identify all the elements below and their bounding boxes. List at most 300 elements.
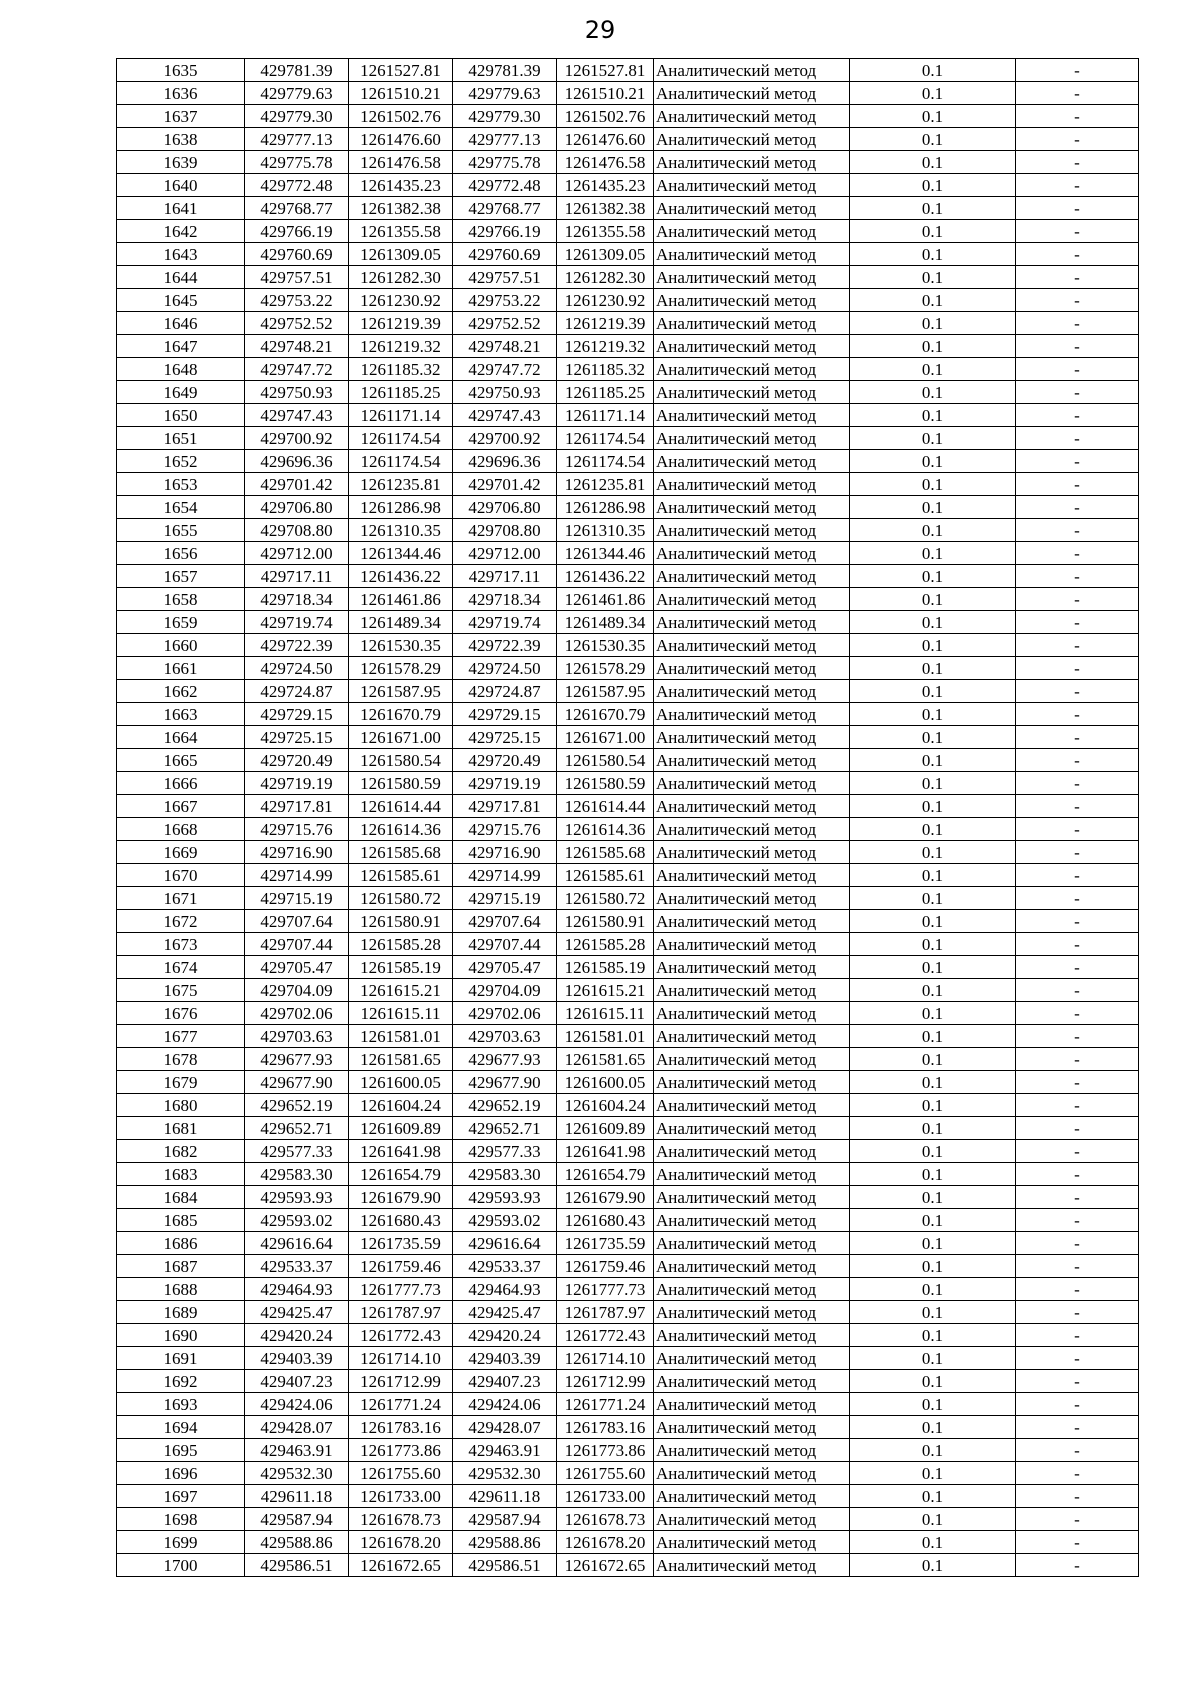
note-cell: -	[1016, 749, 1139, 772]
method-cell: Аналитический метод	[654, 1531, 850, 1554]
table-row	[117, 1554, 1139, 1577]
method-cell: Аналитический метод	[654, 427, 850, 450]
y-coordinate-cell: 1261510.21	[349, 82, 453, 105]
method-cell: Аналитический метод	[654, 1117, 850, 1140]
y-coordinate-cell: 1261614.36	[349, 818, 453, 841]
y-coordinate-cell: 1261502.76	[349, 105, 453, 128]
method-cell: Аналитический метод	[654, 1140, 850, 1163]
point-number-cell: 1650	[117, 404, 245, 427]
table-row	[117, 197, 1139, 220]
x-existing-cell: 429407.23	[453, 1370, 557, 1393]
table-row	[117, 1048, 1139, 1071]
point-number-cell: 1688	[117, 1278, 245, 1301]
point-number-cell: 1665	[117, 749, 245, 772]
x-existing-cell: 429722.39	[453, 634, 557, 657]
table-row	[117, 1531, 1139, 1554]
x-existing-cell: 429717.81	[453, 795, 557, 818]
x-existing-cell: 429718.34	[453, 588, 557, 611]
point-number-cell: 1693	[117, 1393, 245, 1416]
table-row	[117, 680, 1139, 703]
method-cell: Аналитический метод	[654, 956, 850, 979]
y-coordinate-cell: 1261476.60	[349, 128, 453, 151]
x-existing-cell: 429700.92	[453, 427, 557, 450]
x-existing-cell: 429425.47	[453, 1301, 557, 1324]
point-number-cell: 1685	[117, 1209, 245, 1232]
table-row	[117, 795, 1139, 818]
method-cell: Аналитический метод	[654, 243, 850, 266]
y-existing-cell: 1261585.28	[557, 933, 654, 956]
y-existing-cell: 1261614.36	[557, 818, 654, 841]
table-row	[117, 59, 1139, 82]
note-cell: -	[1016, 1416, 1139, 1439]
x-existing-cell: 429701.42	[453, 473, 557, 496]
y-coordinate-cell: 1261714.10	[349, 1347, 453, 1370]
x-existing-cell: 429616.64	[453, 1232, 557, 1255]
table-row	[117, 312, 1139, 335]
y-coordinate-cell: 1261733.00	[349, 1485, 453, 1508]
y-existing-cell: 1261759.46	[557, 1255, 654, 1278]
x-coordinate-cell: 429701.42	[245, 473, 349, 496]
precision-cell: 0.1	[850, 197, 1016, 220]
x-existing-cell: 429583.30	[453, 1163, 557, 1186]
precision-cell: 0.1	[850, 1370, 1016, 1393]
precision-cell: 0.1	[850, 1094, 1016, 1117]
y-existing-cell: 1261735.59	[557, 1232, 654, 1255]
precision-cell: 0.1	[850, 266, 1016, 289]
point-number-cell: 1645	[117, 289, 245, 312]
y-existing-cell: 1261771.24	[557, 1393, 654, 1416]
method-cell: Аналитический метод	[654, 1393, 850, 1416]
y-coordinate-cell: 1261282.30	[349, 266, 453, 289]
note-cell: -	[1016, 59, 1139, 82]
note-cell: -	[1016, 1025, 1139, 1048]
point-number-cell: 1672	[117, 910, 245, 933]
table-row	[117, 266, 1139, 289]
method-cell: Аналитический метод	[654, 220, 850, 243]
point-number-cell: 1636	[117, 82, 245, 105]
precision-cell: 0.1	[850, 1439, 1016, 1462]
point-number-cell: 1683	[117, 1163, 245, 1186]
table-row	[117, 1094, 1139, 1117]
table-row	[117, 1393, 1139, 1416]
method-cell: Аналитический метод	[654, 1485, 850, 1508]
y-coordinate-cell: 1261580.54	[349, 749, 453, 772]
note-cell: -	[1016, 588, 1139, 611]
point-number-cell: 1680	[117, 1094, 245, 1117]
method-cell: Аналитический метод	[654, 1002, 850, 1025]
y-coordinate-cell: 1261171.14	[349, 404, 453, 427]
table-row	[117, 657, 1139, 680]
y-coordinate-cell: 1261615.11	[349, 1002, 453, 1025]
note-cell: -	[1016, 611, 1139, 634]
method-cell: Аналитический метод	[654, 1163, 850, 1186]
y-coordinate-cell: 1261712.99	[349, 1370, 453, 1393]
point-number-cell: 1652	[117, 450, 245, 473]
x-coordinate-cell: 429747.43	[245, 404, 349, 427]
x-existing-cell: 429705.47	[453, 956, 557, 979]
point-number-cell: 1697	[117, 1485, 245, 1508]
x-coordinate-cell: 429772.48	[245, 174, 349, 197]
x-coordinate-cell: 429532.30	[245, 1462, 349, 1485]
y-coordinate-cell: 1261578.29	[349, 657, 453, 680]
note-cell: -	[1016, 496, 1139, 519]
x-coordinate-cell: 429705.47	[245, 956, 349, 979]
method-cell: Аналитический метод	[654, 795, 850, 818]
note-cell: -	[1016, 220, 1139, 243]
note-cell: -	[1016, 404, 1139, 427]
precision-cell: 0.1	[850, 1462, 1016, 1485]
precision-cell: 0.1	[850, 611, 1016, 634]
y-existing-cell: 1261435.23	[557, 174, 654, 197]
x-coordinate-cell: 429748.21	[245, 335, 349, 358]
note-cell: -	[1016, 680, 1139, 703]
y-coordinate-cell: 1261604.24	[349, 1094, 453, 1117]
table-row	[117, 1140, 1139, 1163]
point-number-cell: 1658	[117, 588, 245, 611]
table-body	[117, 59, 1139, 1577]
precision-cell: 0.1	[850, 1117, 1016, 1140]
table-row	[117, 1416, 1139, 1439]
y-existing-cell: 1261235.81	[557, 473, 654, 496]
precision-cell: 0.1	[850, 1301, 1016, 1324]
x-existing-cell: 429420.24	[453, 1324, 557, 1347]
table-row	[117, 128, 1139, 151]
note-cell: -	[1016, 335, 1139, 358]
note-cell: -	[1016, 841, 1139, 864]
x-coordinate-cell: 429768.77	[245, 197, 349, 220]
method-cell: Аналитический метод	[654, 910, 850, 933]
method-cell: Аналитический метод	[654, 841, 850, 864]
y-existing-cell: 1261680.43	[557, 1209, 654, 1232]
method-cell: Аналитический метод	[654, 105, 850, 128]
y-existing-cell: 1261461.86	[557, 588, 654, 611]
table-row	[117, 1485, 1139, 1508]
x-coordinate-cell: 429760.69	[245, 243, 349, 266]
method-cell: Аналитический метод	[654, 1508, 850, 1531]
y-existing-cell: 1261489.34	[557, 611, 654, 634]
note-cell: -	[1016, 1163, 1139, 1186]
note-cell: -	[1016, 1462, 1139, 1485]
note-cell: -	[1016, 1232, 1139, 1255]
note-cell: -	[1016, 542, 1139, 565]
y-coordinate-cell: 1261585.68	[349, 841, 453, 864]
y-existing-cell: 1261585.61	[557, 864, 654, 887]
method-cell: Аналитический метод	[654, 542, 850, 565]
y-coordinate-cell: 1261772.43	[349, 1324, 453, 1347]
point-number-cell: 1662	[117, 680, 245, 703]
point-number-cell: 1661	[117, 657, 245, 680]
y-existing-cell: 1261787.97	[557, 1301, 654, 1324]
y-coordinate-cell: 1261581.65	[349, 1048, 453, 1071]
x-coordinate-cell: 429677.90	[245, 1071, 349, 1094]
note-cell: -	[1016, 1140, 1139, 1163]
y-existing-cell: 1261580.91	[557, 910, 654, 933]
x-existing-cell: 429768.77	[453, 197, 557, 220]
table-row	[117, 220, 1139, 243]
table-row	[117, 404, 1139, 427]
method-cell: Аналитический метод	[654, 381, 850, 404]
point-number-cell: 1651	[117, 427, 245, 450]
note-cell: -	[1016, 312, 1139, 335]
y-existing-cell: 1261600.05	[557, 1071, 654, 1094]
y-existing-cell: 1261678.20	[557, 1531, 654, 1554]
method-cell: Аналитический метод	[654, 611, 850, 634]
x-coordinate-cell: 429407.23	[245, 1370, 349, 1393]
y-existing-cell: 1261344.46	[557, 542, 654, 565]
point-number-cell: 1655	[117, 519, 245, 542]
y-existing-cell: 1261282.30	[557, 266, 654, 289]
point-number-cell: 1668	[117, 818, 245, 841]
method-cell: Аналитический метод	[654, 1071, 850, 1094]
note-cell: -	[1016, 1301, 1139, 1324]
y-coordinate-cell: 1261773.86	[349, 1439, 453, 1462]
y-existing-cell: 1261286.98	[557, 496, 654, 519]
x-existing-cell: 429424.06	[453, 1393, 557, 1416]
precision-cell: 0.1	[850, 979, 1016, 1002]
x-existing-cell: 429611.18	[453, 1485, 557, 1508]
point-number-cell: 1670	[117, 864, 245, 887]
note-cell: -	[1016, 519, 1139, 542]
x-coordinate-cell: 429616.64	[245, 1232, 349, 1255]
note-cell: -	[1016, 864, 1139, 887]
table-row	[117, 519, 1139, 542]
note-cell: -	[1016, 657, 1139, 680]
point-number-cell: 1639	[117, 151, 245, 174]
precision-cell: 0.1	[850, 1186, 1016, 1209]
precision-cell: 0.1	[850, 864, 1016, 887]
precision-cell: 0.1	[850, 818, 1016, 841]
y-existing-cell: 1261476.58	[557, 151, 654, 174]
method-cell: Аналитический метод	[654, 496, 850, 519]
y-coordinate-cell: 1261735.59	[349, 1232, 453, 1255]
table-row	[117, 956, 1139, 979]
table-row	[117, 1163, 1139, 1186]
table-row	[117, 174, 1139, 197]
x-coordinate-cell: 429593.02	[245, 1209, 349, 1232]
x-coordinate-cell: 429652.19	[245, 1094, 349, 1117]
x-coordinate-cell: 429403.39	[245, 1347, 349, 1370]
point-number-cell: 1690	[117, 1324, 245, 1347]
note-cell: -	[1016, 634, 1139, 657]
method-cell: Аналитический метод	[654, 404, 850, 427]
precision-cell: 0.1	[850, 312, 1016, 335]
coordinates-table	[116, 58, 1139, 1577]
y-existing-cell: 1261714.10	[557, 1347, 654, 1370]
precision-cell: 0.1	[850, 473, 1016, 496]
y-existing-cell: 1261581.01	[557, 1025, 654, 1048]
x-coordinate-cell: 429464.93	[245, 1278, 349, 1301]
x-coordinate-cell: 429714.99	[245, 864, 349, 887]
note-cell: -	[1016, 1117, 1139, 1140]
point-number-cell: 1691	[117, 1347, 245, 1370]
y-existing-cell: 1261185.25	[557, 381, 654, 404]
y-coordinate-cell: 1261671.00	[349, 726, 453, 749]
y-coordinate-cell: 1261185.32	[349, 358, 453, 381]
x-existing-cell: 429532.30	[453, 1462, 557, 1485]
y-existing-cell: 1261510.21	[557, 82, 654, 105]
note-cell: -	[1016, 1347, 1139, 1370]
x-existing-cell: 429760.69	[453, 243, 557, 266]
y-coordinate-cell: 1261585.19	[349, 956, 453, 979]
method-cell: Аналитический метод	[654, 519, 850, 542]
note-cell: -	[1016, 1485, 1139, 1508]
x-coordinate-cell: 429724.50	[245, 657, 349, 680]
x-existing-cell: 429403.39	[453, 1347, 557, 1370]
method-cell: Аналитический метод	[654, 1554, 850, 1577]
x-coordinate-cell: 429708.80	[245, 519, 349, 542]
note-cell: -	[1016, 266, 1139, 289]
precision-cell: 0.1	[850, 841, 1016, 864]
point-number-cell: 1646	[117, 312, 245, 335]
precision-cell: 0.1	[850, 1416, 1016, 1439]
y-existing-cell: 1261733.00	[557, 1485, 654, 1508]
x-coordinate-cell: 429533.37	[245, 1255, 349, 1278]
table-row	[117, 450, 1139, 473]
y-existing-cell: 1261783.16	[557, 1416, 654, 1439]
note-cell: -	[1016, 703, 1139, 726]
table-row	[117, 1255, 1139, 1278]
precision-cell: 0.1	[850, 726, 1016, 749]
point-number-cell: 1696	[117, 1462, 245, 1485]
precision-cell: 0.1	[850, 427, 1016, 450]
y-existing-cell: 1261712.99	[557, 1370, 654, 1393]
note-cell: -	[1016, 1048, 1139, 1071]
y-existing-cell: 1261672.65	[557, 1554, 654, 1577]
table-row	[117, 1301, 1139, 1324]
x-coordinate-cell: 429577.33	[245, 1140, 349, 1163]
y-existing-cell: 1261670.79	[557, 703, 654, 726]
y-coordinate-cell: 1261771.24	[349, 1393, 453, 1416]
method-cell: Аналитический метод	[654, 749, 850, 772]
x-coordinate-cell: 429696.36	[245, 450, 349, 473]
method-cell: Аналитический метод	[654, 473, 850, 496]
page-number: 29	[584, 16, 616, 44]
table-row	[117, 542, 1139, 565]
point-number-cell: 1678	[117, 1048, 245, 1071]
method-cell: Аналитический метод	[654, 266, 850, 289]
y-coordinate-cell: 1261286.98	[349, 496, 453, 519]
y-existing-cell: 1261230.92	[557, 289, 654, 312]
y-coordinate-cell: 1261185.25	[349, 381, 453, 404]
method-cell: Аналитический метод	[654, 1255, 850, 1278]
point-number-cell: 1677	[117, 1025, 245, 1048]
point-number-cell: 1675	[117, 979, 245, 1002]
table-row	[117, 887, 1139, 910]
precision-cell: 0.1	[850, 450, 1016, 473]
x-existing-cell: 429712.00	[453, 542, 557, 565]
point-number-cell: 1667	[117, 795, 245, 818]
x-coordinate-cell: 429652.71	[245, 1117, 349, 1140]
y-coordinate-cell: 1261580.91	[349, 910, 453, 933]
y-existing-cell: 1261355.58	[557, 220, 654, 243]
y-coordinate-cell: 1261476.58	[349, 151, 453, 174]
precision-cell: 0.1	[850, 910, 1016, 933]
x-coordinate-cell: 429425.47	[245, 1301, 349, 1324]
x-coordinate-cell: 429781.39	[245, 59, 349, 82]
x-existing-cell: 429772.48	[453, 174, 557, 197]
x-coordinate-cell: 429717.11	[245, 565, 349, 588]
x-existing-cell: 429588.86	[453, 1531, 557, 1554]
point-number-cell: 1679	[117, 1071, 245, 1094]
x-existing-cell: 429577.33	[453, 1140, 557, 1163]
point-number-cell: 1649	[117, 381, 245, 404]
precision-cell: 0.1	[850, 105, 1016, 128]
method-cell: Аналитический метод	[654, 289, 850, 312]
method-cell: Аналитический метод	[654, 864, 850, 887]
table-row	[117, 1025, 1139, 1048]
y-coordinate-cell: 1261580.59	[349, 772, 453, 795]
note-cell: -	[1016, 243, 1139, 266]
method-cell: Аналитический метод	[654, 1094, 850, 1117]
x-existing-cell: 429747.43	[453, 404, 557, 427]
y-existing-cell: 1261581.65	[557, 1048, 654, 1071]
y-existing-cell: 1261641.98	[557, 1140, 654, 1163]
method-cell: Аналитический метод	[654, 1347, 850, 1370]
y-existing-cell: 1261678.73	[557, 1508, 654, 1531]
y-existing-cell: 1261382.38	[557, 197, 654, 220]
x-coordinate-cell: 429750.93	[245, 381, 349, 404]
x-existing-cell: 429533.37	[453, 1255, 557, 1278]
x-coordinate-cell: 429716.90	[245, 841, 349, 864]
table-row	[117, 1324, 1139, 1347]
point-number-cell: 1659	[117, 611, 245, 634]
y-existing-cell: 1261502.76	[557, 105, 654, 128]
table-row	[117, 634, 1139, 657]
y-coordinate-cell: 1261600.05	[349, 1071, 453, 1094]
table-row	[117, 151, 1139, 174]
precision-cell: 0.1	[850, 1485, 1016, 1508]
point-number-cell: 1653	[117, 473, 245, 496]
precision-cell: 0.1	[850, 772, 1016, 795]
precision-cell: 0.1	[850, 1071, 1016, 1094]
y-existing-cell: 1261773.86	[557, 1439, 654, 1462]
note-cell: -	[1016, 1439, 1139, 1462]
y-coordinate-cell: 1261230.92	[349, 289, 453, 312]
method-cell: Аналитический метод	[654, 450, 850, 473]
x-existing-cell: 429702.06	[453, 1002, 557, 1025]
precision-cell: 0.1	[850, 703, 1016, 726]
point-number-cell: 1656	[117, 542, 245, 565]
precision-cell: 0.1	[850, 634, 1016, 657]
y-coordinate-cell: 1261672.65	[349, 1554, 453, 1577]
precision-cell: 0.1	[850, 657, 1016, 680]
method-cell: Аналитический метод	[654, 335, 850, 358]
y-existing-cell: 1261476.60	[557, 128, 654, 151]
y-existing-cell: 1261436.22	[557, 565, 654, 588]
x-coordinate-cell: 429703.63	[245, 1025, 349, 1048]
method-cell: Аналитический метод	[654, 565, 850, 588]
y-existing-cell: 1261185.32	[557, 358, 654, 381]
point-number-cell: 1663	[117, 703, 245, 726]
point-number-cell: 1669	[117, 841, 245, 864]
point-number-cell: 1695	[117, 1439, 245, 1462]
precision-cell: 0.1	[850, 795, 1016, 818]
x-existing-cell: 429704.09	[453, 979, 557, 1002]
precision-cell: 0.1	[850, 335, 1016, 358]
table-row	[117, 588, 1139, 611]
method-cell: Аналитический метод	[654, 1462, 850, 1485]
x-existing-cell: 429593.02	[453, 1209, 557, 1232]
point-number-cell: 1686	[117, 1232, 245, 1255]
precision-cell: 0.1	[850, 1508, 1016, 1531]
table-row	[117, 933, 1139, 956]
note-cell: -	[1016, 128, 1139, 151]
x-coordinate-cell: 429700.92	[245, 427, 349, 450]
point-number-cell: 1657	[117, 565, 245, 588]
x-existing-cell: 429724.87	[453, 680, 557, 703]
point-number-cell: 1687	[117, 1255, 245, 1278]
x-existing-cell: 429779.63	[453, 82, 557, 105]
